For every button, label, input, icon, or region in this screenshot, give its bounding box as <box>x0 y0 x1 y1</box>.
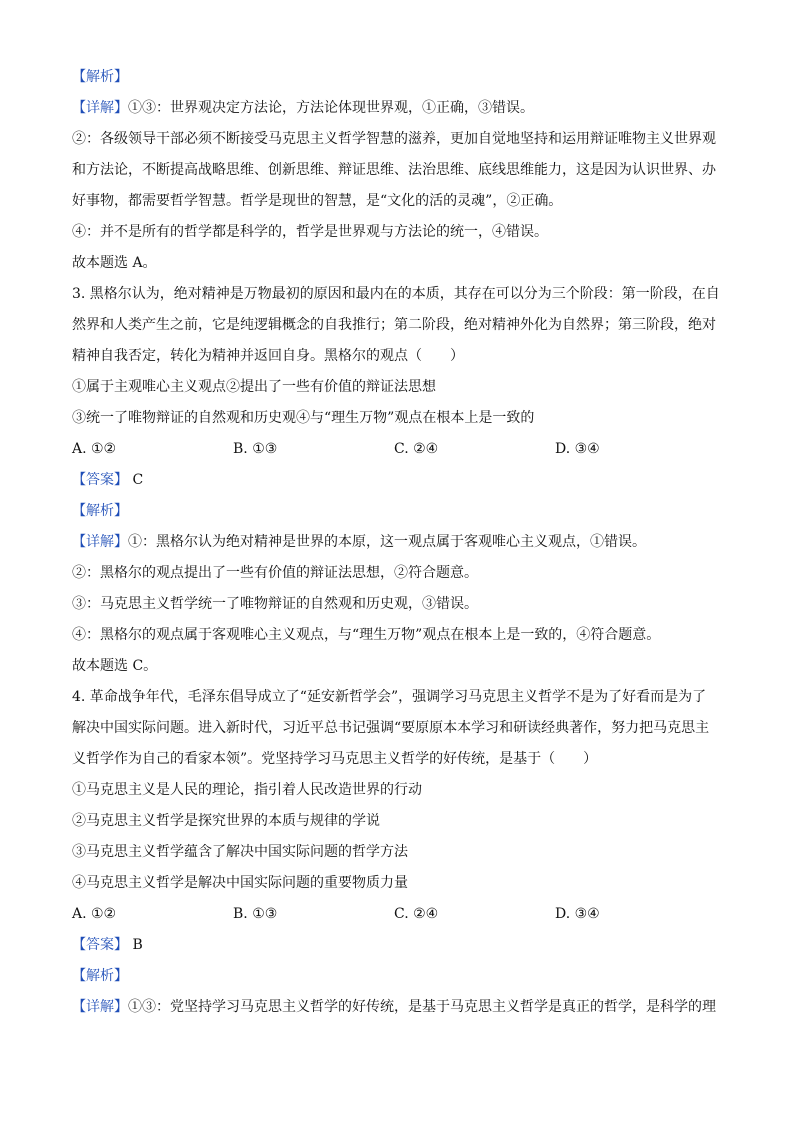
analysis-heading <box>72 62 724 93</box>
text-line: ①属于主观唯心主义观点②提出了一些有价值的辩证法思想 <box>72 379 436 395</box>
text-line: ②：黑格尔的观点提出了一些有价值的辩证法思想，②符合题意。 <box>72 565 478 581</box>
text-line: 义哲学作为自己的看家本领”。党坚持学习马克思主义哲学的好传统，是基于（ ） <box>72 751 598 767</box>
text-line: 和方法论，不断提高战略思维、创新思维、辩证思维、法治思维、底线思维能力，这是因为认识世界、办 <box>72 162 716 178</box>
answer-tag: 【答案】 <box>72 472 128 488</box>
analysis-heading <box>72 961 724 992</box>
text-line: ①马克思主义是人民的理论，指引着人民改造世界的行动 <box>72 782 422 798</box>
analysis-tag: 【解析】 <box>72 69 128 85</box>
answer-line <box>72 930 724 961</box>
answer-options <box>72 434 724 465</box>
option-b: B. ①③ <box>233 441 278 457</box>
answer-options <box>72 899 724 930</box>
detail-tag: 【详解】 <box>72 534 128 550</box>
detail-line <box>72 527 724 558</box>
text-line: 故本题选 A。 <box>72 255 157 271</box>
analysis-tag: 【解析】 <box>72 968 128 984</box>
analysis-tag: 【解析】 <box>72 503 128 519</box>
detail-text: ①③：世界观决定方法论，方法论体现世界观，①正确，③错误。 <box>128 100 534 116</box>
detail-line <box>72 992 724 1023</box>
text-line: ③统一了唯物辩证的自然观和历史观④与“理生万物”观点在根本上是一致的 <box>72 410 535 426</box>
text-line: ②：各级领导干部必须不断接受马克思主义哲学智慧的滋养，更加自觉地坚持和运用辩证唯物主义世界观 <box>72 131 716 147</box>
answer-value: B <box>128 937 143 953</box>
analysis-heading <box>72 496 724 527</box>
option-a: A. ①② <box>72 906 117 922</box>
text-line: 故本题选 C。 <box>72 658 158 674</box>
text-line: 精神自我否定，转化为精神并返回自身。黑格尔的观点（ ） <box>72 348 464 364</box>
text-line: 好事物，都需要哲学智慧。哲学是现世的智慧，是“文化的活的灵魂”，②正确。 <box>72 193 563 209</box>
text-line: ④：并不是所有的哲学都是科学的，哲学是世界观与方法论的统一，④错误。 <box>72 224 548 240</box>
answer-line <box>72 465 724 496</box>
option-d: D. ③④ <box>555 441 600 457</box>
detail-tag: 【详解】 <box>72 100 128 116</box>
document-page <box>72 62 724 1023</box>
option-b: B. ①③ <box>233 906 278 922</box>
detail-text: ①：黑格尔认为绝对精神是世界的本原，这一观点属于客观唯心主义观点，①错误。 <box>128 534 646 550</box>
text-line: 然界和人类产生之前，它是纯逻辑概念的自我推行；第二阶段，绝对精神外化为自然界；第三阶段，绝对 <box>72 317 716 333</box>
text-line: ④：黑格尔的观点属于客观唯心主义观点，与“理生万物”观点在根本上是一致的，④符合题意。 <box>72 627 661 643</box>
option-c: C. ②④ <box>394 906 439 922</box>
text-line: 解决中国实际问题。进入新时代，习近平总书记强调“要原原本本学习和研读经典著作，努力把马克思主 <box>72 720 710 736</box>
detail-tag: 【详解】 <box>72 999 128 1015</box>
text-line: 3. 黑格尔认为，绝对精神是万物最初的原因和最内在的本质，其存在可以分为三个阶段：第一阶段，在自 <box>72 286 720 302</box>
answer-value: C <box>128 472 144 488</box>
detail-text: ①③：党坚持学习马克思主义哲学的好传统，是基于马克思主义哲学是真正的哲学，是科学的理 <box>128 999 716 1015</box>
text-line: ③：马克思主义哲学统一了唯物辩证的自然观和历史观，③错误。 <box>72 596 478 612</box>
option-a: A. ①② <box>72 441 117 457</box>
text-line: 4. 革命战争年代，毛泽东倡导成立了“延安新哲学会”，强调学习马克思主义哲学不是为了好看而是为了 <box>72 689 707 705</box>
option-d: D. ③④ <box>555 906 600 922</box>
option-c: C. ②④ <box>394 441 439 457</box>
text-line: ④马克思主义哲学是解决中国实际问题的重要物质力量 <box>72 875 408 891</box>
text-line: ③马克思主义哲学蕴含了解决中国实际问题的哲学方法 <box>72 844 408 860</box>
text-line: ②马克思主义哲学是探究世界的本质与规律的学说 <box>72 813 380 829</box>
answer-tag: 【答案】 <box>72 937 128 953</box>
detail-line <box>72 93 724 124</box>
